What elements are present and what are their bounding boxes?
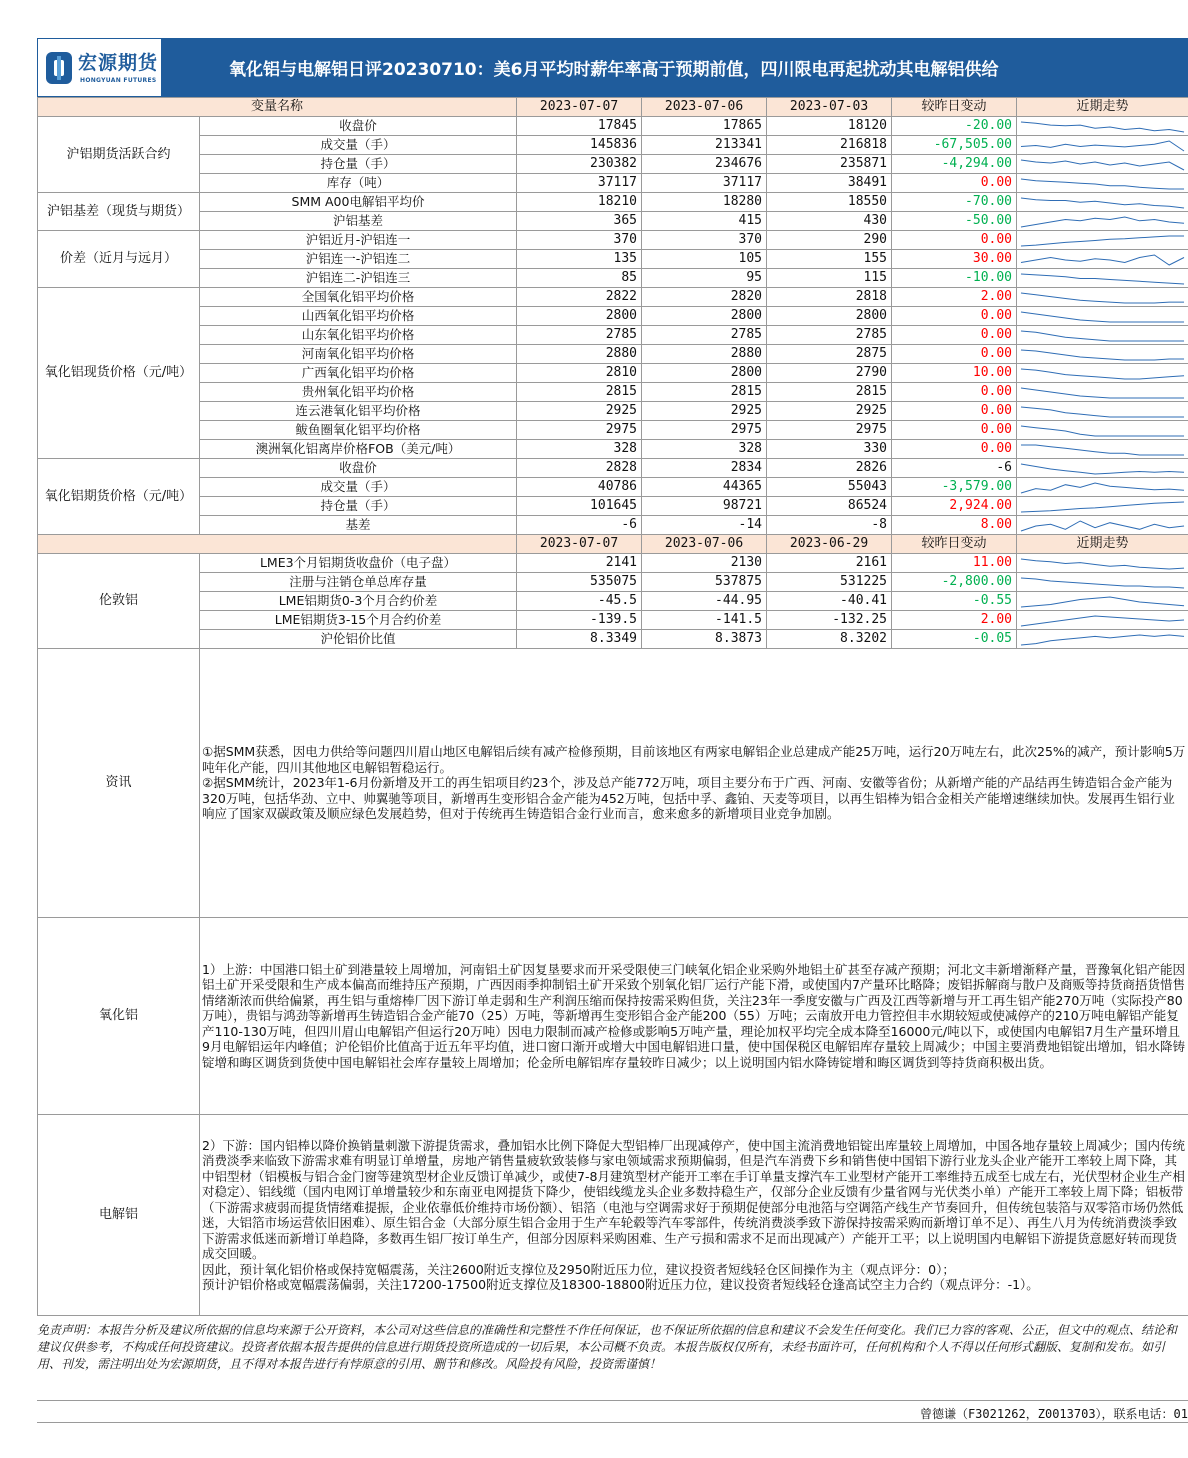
trend-sparkline bbox=[1017, 383, 1188, 402]
trend-sparkline bbox=[1017, 402, 1188, 421]
variable-label: 澳洲氧化铝离岸价格FOB（美元/吨） bbox=[200, 440, 517, 459]
table-row bbox=[38, 212, 1188, 231]
trend-sparkline bbox=[1017, 345, 1188, 364]
change-cell: -4,294.00 bbox=[892, 155, 1017, 174]
header-change: 较昨日变动 bbox=[892, 98, 1017, 117]
trend-sparkline bbox=[1017, 497, 1188, 516]
header-change: 较昨日变动 bbox=[892, 535, 1017, 554]
sparkline-chart bbox=[1017, 269, 1188, 287]
change-cell: 2.00 bbox=[892, 611, 1017, 630]
value-cell: 2925 bbox=[642, 402, 767, 421]
value-cell: 2880 bbox=[517, 345, 642, 364]
trend-sparkline bbox=[1017, 250, 1188, 269]
variable-label: 收盘价 bbox=[200, 459, 517, 478]
value-cell: 2800 bbox=[517, 307, 642, 326]
change-cell: 0.00 bbox=[892, 421, 1017, 440]
value-cell: -139.5 bbox=[517, 611, 642, 630]
header-date: 2023-07-06 bbox=[642, 98, 767, 117]
value-cell: 235871 bbox=[767, 155, 892, 174]
change-cell: 0.00 bbox=[892, 307, 1017, 326]
trend-sparkline bbox=[1017, 212, 1188, 231]
sparkline-line bbox=[1021, 179, 1184, 189]
sparkline-line bbox=[1021, 312, 1184, 322]
sparkline-line bbox=[1021, 274, 1184, 284]
header-trend: 近期走势 bbox=[1017, 98, 1188, 117]
variable-label: 沪铝连二-沪铝连三 bbox=[200, 269, 517, 288]
sparkline-line bbox=[1021, 331, 1184, 341]
value-cell: 17865 bbox=[642, 117, 767, 136]
value-cell: 2815 bbox=[642, 383, 767, 402]
table-row bbox=[38, 592, 1188, 611]
variable-label: 注册与注销仓单总库存量 bbox=[200, 573, 517, 592]
variable-label: 成交量（手） bbox=[200, 478, 517, 497]
value-cell: 370 bbox=[642, 231, 767, 250]
change-cell: -6 bbox=[892, 459, 1017, 478]
change-cell: -20.00 bbox=[892, 117, 1017, 136]
value-cell: 230382 bbox=[517, 155, 642, 174]
value-cell: 8.3873 bbox=[642, 630, 767, 649]
change-cell: -3,579.00 bbox=[892, 478, 1017, 497]
value-cell: 145836 bbox=[517, 136, 642, 155]
trend-sparkline bbox=[1017, 269, 1188, 288]
trend-sparkline bbox=[1017, 592, 1188, 611]
value-cell: 2815 bbox=[517, 383, 642, 402]
value-cell: 18120 bbox=[767, 117, 892, 136]
value-cell: 531225 bbox=[767, 573, 892, 592]
trend-sparkline bbox=[1017, 117, 1188, 136]
variable-label: 持仓量（手） bbox=[200, 155, 517, 174]
header-variable-name: 变量名称 bbox=[38, 98, 517, 117]
variable-label: 沪铝近月-沪铝连一 bbox=[200, 231, 517, 250]
sparkline-chart bbox=[1017, 136, 1188, 154]
trend-sparkline bbox=[1017, 155, 1188, 174]
value-cell: -44.95 bbox=[642, 592, 767, 611]
paragraph: 预计沪铝价格或宽幅震荡偏弱，关注17200-17500附近支撑位及18300-18800附近压力位，建议投资者短线轻仓逢高试空主力合约（观点评分：-1）。 bbox=[202, 1277, 1039, 1292]
commentary-row bbox=[38, 649, 1188, 918]
sparkline-line bbox=[1021, 407, 1184, 417]
change-cell: 2.00 bbox=[892, 288, 1017, 307]
change-cell: 11.00 bbox=[892, 554, 1017, 573]
commentary-row bbox=[38, 918, 1188, 1115]
trend-sparkline bbox=[1017, 193, 1188, 212]
trend-sparkline bbox=[1017, 326, 1188, 345]
table-row bbox=[38, 250, 1188, 269]
sparkline-chart bbox=[1017, 592, 1188, 610]
table-row bbox=[38, 117, 1188, 136]
sparkline-chart bbox=[1017, 307, 1188, 325]
header-date: 2023-07-07 bbox=[517, 98, 642, 117]
value-cell: 85 bbox=[517, 269, 642, 288]
value-cell: 430 bbox=[767, 212, 892, 231]
sparkline-chart bbox=[1017, 402, 1188, 420]
value-cell: 2785 bbox=[767, 326, 892, 345]
sparkline-chart bbox=[1017, 364, 1188, 382]
paragraph: 1）上游：中国港口铝土矿到港量较上周增加，河南铝土矿因复垦要求而开采受限使三门峡氧化铝企业采购外地铝土矿甚至存减产预期；河北文丰新增渐释产量，晋豫氧化铝产能因铝土矿开采受限和生产成本偏高而维持压产预期，广西因雨季抑制铝土矿开采致个别氧化铝厂运行产能下滑，或使国内7产量环比略降；废铝拆解商与散户及商贩等持货商捂货惜售情绪渐浓而供给偏紧，再生铝与重熔棒厂因下游订单走弱和生产利润压缩而保持按需采购但货，关注23年一季度安徽与广西及江西等新增与开工再生铝产能270万吨（实际投产80万吨），贵铝与鸿劲等新增再生铸造铝合金产能70（25）万吨，等新增再生变形铝合金产能200（55）万吨；云南放开电力管控但丰水期较短或使减停产的210万吨电解铝产能复产110-130万吨，但四川眉山电解铝产但运行20万吨）因电力限制而减产检修或影响5万吨产量，理论加权平均完全成本降至16000元/吨以下，或使国内电解铝7月生产量环增且9月电解铝运年内峰值；沪伦铝价比值高于近五年平均值，进口窗口渐开或增大中国电解铝进口量，使中国保税区电解铝库存量较上周减少；中国主要消费地铝锭出增加，铝水降铸锭增和晦区调货到货使中国电解铝社会库存量较上周增加；伦金所电解铝库存量较昨日减少；以上说明国内铝水降铸锭增和晦区调货到等持货商积极出货。 bbox=[202, 961, 1185, 1070]
trend-sparkline bbox=[1017, 459, 1188, 478]
change-cell: 0.00 bbox=[892, 383, 1017, 402]
variable-label: 广西氧化铝平均价格 bbox=[200, 364, 517, 383]
change-cell: -0.05 bbox=[892, 630, 1017, 649]
value-cell: -14 bbox=[642, 516, 767, 535]
table-row bbox=[38, 364, 1188, 383]
sparkline-chart bbox=[1017, 193, 1188, 211]
value-cell: 370 bbox=[517, 231, 642, 250]
sparkline-line bbox=[1021, 293, 1184, 303]
table-row bbox=[38, 269, 1188, 288]
paragraph: 2）下游：国内铝棒以降价换销量刺激下游提货需求，叠加铝水比例下降促大型铝棒厂出现减停产，使中国主流消费地铝锭出库量较上周增加，中国各地存量较上周减少；国内传统消费淡季来临致下游需求难有明显订单增量，房地产销售量疲软致装修与家电领域需求预期偏弱，但是汽车消费下乡和销售使中国铝下游行业龙头企业产能开工率较上周下降，其中铝型材（铝模板与铝合金门窗等建筑型材企业反馈订单减少，或使7-8月建筑型材产能开工率在手订单量支撑汽车工业型材产能开工率维持五成至七成左右，光伏型材企业生产相对稳定）、铝线缆（国内电网订单增量较少和东南亚电网提货下降少，使铝线缆龙头企业多数持稳生产，仅部分企业反馈有少量省网与光伏类小单）产能开工率较上周下降；铝板带（下游需求疲弱而提货情绪难提振，企业依靠低价维持市场份额）、铝箔（电池与空调需求好于预期促使部分电池箔与空调箔产线生产节奏回升，但传统包装箔与双零箔市场仍然低迷，大铝箔市场运营依旧困难）、原生铝合金（大部分原生铝合金用于生产车轮毂等汽车零部件，传统消费淡季致下游保持按需采购而新增订单不足）、再生八月为传统消费淡季致下游需求低迷而新增订单趋降，多数再生铝厂按订单生产，但部分因原料采购困难、生产亏损和需求不足而出现减产）产能开工平；以上说明国内电解铝下游提货意愿好转而现货成交回暖。 bbox=[202, 1137, 1185, 1261]
value-cell: 2975 bbox=[517, 421, 642, 440]
sparkline-line bbox=[1021, 502, 1184, 512]
variable-label: SMM A00电解铝平均价 bbox=[200, 193, 517, 212]
table-row bbox=[38, 611, 1188, 630]
variable-label: LME3个月铝期货收盘价（电子盘） bbox=[200, 554, 517, 573]
header-date: 2023-06-29 bbox=[767, 535, 892, 554]
value-cell: -45.5 bbox=[517, 592, 642, 611]
value-cell: 18550 bbox=[767, 193, 892, 212]
trend-sparkline bbox=[1017, 421, 1188, 440]
trend-sparkline bbox=[1017, 231, 1188, 250]
sparkline-chart bbox=[1017, 250, 1188, 268]
sparkline-line bbox=[1021, 578, 1184, 588]
value-cell: 2800 bbox=[642, 364, 767, 383]
sparkline-line bbox=[1021, 559, 1184, 569]
sparkline-line bbox=[1021, 236, 1184, 246]
change-cell: 0.00 bbox=[892, 174, 1017, 193]
value-cell: 535075 bbox=[517, 573, 642, 592]
value-cell: 17845 bbox=[517, 117, 642, 136]
sparkline-chart bbox=[1017, 421, 1188, 439]
paragraph: ①据SMM获悉，因电力供给等问题四川眉山地区电解铝后续有减产检修预期，目前该地区有两家电解铝企业总建成产能25万吨，运行20万吨左右，此次25%的减产，预计影响5万吨年化产能，四川其他地区电解铝暂稳运行。 bbox=[202, 744, 1186, 775]
value-cell: 98721 bbox=[642, 497, 767, 516]
group-label: 沪铝基差（现货与期货） bbox=[38, 193, 200, 231]
logo-name: 宏源期货 bbox=[78, 52, 159, 74]
change-cell: 30.00 bbox=[892, 250, 1017, 269]
sparkline-line bbox=[1021, 483, 1184, 493]
sparkline-line bbox=[1021, 388, 1184, 398]
sparkline-chart bbox=[1017, 212, 1188, 230]
sparkline-chart bbox=[1017, 117, 1188, 135]
sparkline-chart bbox=[1017, 459, 1188, 477]
sparkline-line bbox=[1021, 198, 1184, 208]
value-cell: 2820 bbox=[642, 288, 767, 307]
variable-label: 基差 bbox=[200, 516, 517, 535]
value-cell: 213341 bbox=[642, 136, 767, 155]
table-row bbox=[38, 440, 1188, 459]
value-cell: 86524 bbox=[767, 497, 892, 516]
commentary-row bbox=[38, 1115, 1188, 1316]
header-date: 2023-07-07 bbox=[517, 535, 642, 554]
trend-sparkline bbox=[1017, 573, 1188, 592]
value-cell: 2975 bbox=[767, 421, 892, 440]
value-cell: 55043 bbox=[767, 478, 892, 497]
value-cell: 105 bbox=[642, 250, 767, 269]
data-table bbox=[37, 97, 1188, 1316]
analyst-contact: 曾德谦（F3021262，Z0013703），联系电话：01 bbox=[37, 1401, 1188, 1423]
sparkline-line bbox=[1021, 464, 1184, 474]
sparkline-line bbox=[1021, 160, 1184, 170]
table-row bbox=[38, 231, 1188, 250]
sparkline-line bbox=[1021, 369, 1184, 379]
change-cell: -50.00 bbox=[892, 212, 1017, 231]
value-cell: 38491 bbox=[767, 174, 892, 193]
trend-sparkline bbox=[1017, 174, 1188, 193]
variable-label: 库存（吨） bbox=[200, 174, 517, 193]
sparkline-chart bbox=[1017, 174, 1188, 192]
sparkline-chart bbox=[1017, 288, 1188, 306]
value-cell: 2925 bbox=[767, 402, 892, 421]
trend-sparkline bbox=[1017, 136, 1188, 155]
variable-label: 沪伦铝价比值 bbox=[200, 630, 517, 649]
paragraph: 因此，预计氧化铝价格或保持宽幅震荡，关注2600附近支撑位及2950附近压力位，建议投资者短线轻仓区间操作为主（观点评分：0）； bbox=[202, 1261, 955, 1277]
table-header-row bbox=[38, 535, 1188, 554]
table-row bbox=[38, 497, 1188, 516]
value-cell: 234676 bbox=[642, 155, 767, 174]
change-cell: -2,800.00 bbox=[892, 573, 1017, 592]
change-cell: -70.00 bbox=[892, 193, 1017, 212]
page-title: 氧化铝与电解铝日评20230710：美6月平均时薪年率高于预期前值，四川限电再起扰动其电解铝供给 bbox=[229, 60, 999, 80]
value-cell: -132.25 bbox=[767, 611, 892, 630]
value-cell: 2800 bbox=[767, 307, 892, 326]
value-cell: 2834 bbox=[642, 459, 767, 478]
change-cell: -67,505.00 bbox=[892, 136, 1017, 155]
table-row bbox=[38, 630, 1188, 649]
value-cell: -8 bbox=[767, 516, 892, 535]
change-cell: 0.00 bbox=[892, 231, 1017, 250]
header-blank bbox=[38, 535, 517, 554]
value-cell: 2826 bbox=[767, 459, 892, 478]
sparkline-chart bbox=[1017, 611, 1188, 629]
value-cell: 2785 bbox=[517, 326, 642, 345]
value-cell: -6 bbox=[517, 516, 642, 535]
sparkline-line bbox=[1021, 426, 1184, 436]
value-cell: 37117 bbox=[517, 174, 642, 193]
paragraph: ②据SMM统计，2023年1-6月份新增及开工的再生铝项目约23个，涉及总产能772万吨，项目主要分布于广西、河南、安徽等省份；从新增产能的产品结再生铸造铝合金产能为320万吨，包括华劲、立中、帅翼驰等项目，新增再生变形铝合金产能为452万吨，包括中孚、鑫铂、天麦等项目，以再生铝棒为铝合金相关产能增速继续加快。发展再生铝行业响应了国家双碳政策及顺应绿色发展趋势，但对于传统再生铸造铝合金行业而言，愈来愈多的新增项目业竞争加剧。 bbox=[202, 775, 1175, 822]
sparkline-chart bbox=[1017, 554, 1188, 572]
trend-sparkline bbox=[1017, 516, 1188, 535]
change-cell: 2,924.00 bbox=[892, 497, 1017, 516]
sparkline-line bbox=[1021, 122, 1184, 132]
value-cell: 2815 bbox=[767, 383, 892, 402]
variable-label: 山东氧化铝平均价格 bbox=[200, 326, 517, 345]
sparkline-line bbox=[1021, 616, 1184, 626]
sparkline-chart bbox=[1017, 383, 1188, 401]
value-cell: 115 bbox=[767, 269, 892, 288]
value-cell: 101645 bbox=[517, 497, 642, 516]
change-cell: -0.55 bbox=[892, 592, 1017, 611]
value-cell: 415 bbox=[642, 212, 767, 231]
value-cell: 135 bbox=[517, 250, 642, 269]
section-text bbox=[200, 649, 1188, 918]
table-row bbox=[38, 459, 1188, 478]
change-cell: 0.00 bbox=[892, 345, 1017, 364]
table-row bbox=[38, 402, 1188, 421]
value-cell: 40786 bbox=[517, 478, 642, 497]
group-label: 氧化铝期货价格（元/吨） bbox=[38, 459, 200, 535]
table-row bbox=[38, 155, 1188, 174]
value-cell: 2161 bbox=[767, 554, 892, 573]
trend-sparkline bbox=[1017, 364, 1188, 383]
value-cell: 330 bbox=[767, 440, 892, 459]
variable-label: 成交量（手） bbox=[200, 136, 517, 155]
sparkline-chart bbox=[1017, 440, 1188, 458]
sparkline-line bbox=[1021, 521, 1184, 531]
section-label: 电解铝 bbox=[38, 1115, 200, 1316]
value-cell: 2130 bbox=[642, 554, 767, 573]
sparkline-chart bbox=[1017, 497, 1188, 515]
report-header bbox=[37, 38, 1188, 97]
section-text bbox=[200, 918, 1188, 1115]
trend-sparkline bbox=[1017, 478, 1188, 497]
hongyuan-logo-icon bbox=[44, 48, 74, 88]
value-cell: 44365 bbox=[642, 478, 767, 497]
section-text bbox=[200, 1115, 1188, 1316]
logo-english-name: HONGYUAN FUTURES bbox=[80, 77, 157, 84]
value-cell: -40.41 bbox=[767, 592, 892, 611]
table-row bbox=[38, 288, 1188, 307]
value-cell: 2790 bbox=[767, 364, 892, 383]
table-row bbox=[38, 516, 1188, 535]
header-date: 2023-07-06 bbox=[642, 535, 767, 554]
variable-label: 沪铝连一-沪铝连二 bbox=[200, 250, 517, 269]
value-cell: 8.3349 bbox=[517, 630, 642, 649]
sparkline-chart bbox=[1017, 573, 1188, 591]
value-cell: 8.3202 bbox=[767, 630, 892, 649]
logo bbox=[37, 38, 162, 97]
header-trend: 近期走势 bbox=[1017, 535, 1188, 554]
variable-label: LME铝期货0-3个月合约价差 bbox=[200, 592, 517, 611]
trend-sparkline bbox=[1017, 630, 1188, 649]
value-cell: 2818 bbox=[767, 288, 892, 307]
sparkline-chart bbox=[1017, 345, 1188, 363]
sparkline-chart bbox=[1017, 326, 1188, 344]
value-cell: 37117 bbox=[642, 174, 767, 193]
table-row bbox=[38, 383, 1188, 402]
section-label: 资讯 bbox=[38, 649, 200, 918]
table-row bbox=[38, 421, 1188, 440]
group-label: 价差（近月与远月） bbox=[38, 231, 200, 288]
sparkline-line bbox=[1021, 255, 1184, 265]
trend-sparkline bbox=[1017, 288, 1188, 307]
value-cell: 290 bbox=[767, 231, 892, 250]
value-cell: 95 bbox=[642, 269, 767, 288]
variable-label: 河南氧化铝平均价格 bbox=[200, 345, 517, 364]
value-cell: 2822 bbox=[517, 288, 642, 307]
variable-label: LME铝期货3-15个月合约价差 bbox=[200, 611, 517, 630]
value-cell: 18210 bbox=[517, 193, 642, 212]
table-row bbox=[38, 573, 1188, 592]
sparkline-chart bbox=[1017, 478, 1188, 496]
change-cell: -10.00 bbox=[892, 269, 1017, 288]
section-label: 氧化铝 bbox=[38, 918, 200, 1115]
sparkline-chart bbox=[1017, 155, 1188, 173]
variable-label: 全国氧化铝平均价格 bbox=[200, 288, 517, 307]
sparkline-chart bbox=[1017, 630, 1188, 648]
change-cell: 0.00 bbox=[892, 326, 1017, 345]
change-cell: 10.00 bbox=[892, 364, 1017, 383]
disclaimer: 免责声明：本报告分析及建议所依据的信息均来源于公开资料，本公司对这些信息的准确性和完整性不作任何保证，也不保证所依据的信息和建议不会发生任何变化。我们已力容的客观、公正，但文中的观点、结论和建议仅供参考，不构成任何投资建议。投资者依据本报告提供的信息进行期货投资所造成的一切后果，本公司概不负责。本报告版权仅所有，未经书面许可，任何机构和个人不得以任何形式翻版、复制和发布。如引用、刊发，需注明出处为宏源期货，且不得对本报告进行有悖原意的引用、删节和修改。风险投有风险，投资需谨慎！ bbox=[37, 1316, 1188, 1401]
table-row bbox=[38, 345, 1188, 364]
table-row bbox=[38, 174, 1188, 193]
trend-sparkline bbox=[1017, 611, 1188, 630]
header-date: 2023-07-03 bbox=[767, 98, 892, 117]
value-cell: 365 bbox=[517, 212, 642, 231]
group-label: 伦敦铝 bbox=[38, 554, 200, 649]
sparkline-line bbox=[1021, 217, 1184, 227]
table-row bbox=[38, 307, 1188, 326]
variable-label: 沪铝基差 bbox=[200, 212, 517, 231]
value-cell: 18280 bbox=[642, 193, 767, 212]
table-row bbox=[38, 136, 1188, 155]
variable-label: 贵州氧化铝平均价格 bbox=[200, 383, 517, 402]
sparkline-chart bbox=[1017, 516, 1188, 534]
sparkline-chart bbox=[1017, 231, 1188, 249]
table-row bbox=[38, 326, 1188, 345]
sparkline-line bbox=[1021, 635, 1184, 645]
sparkline-line bbox=[1021, 350, 1184, 360]
value-cell: 2875 bbox=[767, 345, 892, 364]
table-row bbox=[38, 478, 1188, 497]
variable-label: 收盘价 bbox=[200, 117, 517, 136]
sparkline-line bbox=[1021, 597, 1184, 607]
trend-sparkline bbox=[1017, 554, 1188, 573]
variable-label: 鲅鱼圈氧化铝平均价格 bbox=[200, 421, 517, 440]
table-row bbox=[38, 193, 1188, 212]
value-cell: -141.5 bbox=[642, 611, 767, 630]
change-cell: 8.00 bbox=[892, 516, 1017, 535]
value-cell: 2828 bbox=[517, 459, 642, 478]
value-cell: 2141 bbox=[517, 554, 642, 573]
value-cell: 537875 bbox=[642, 573, 767, 592]
value-cell: 2880 bbox=[642, 345, 767, 364]
trend-sparkline bbox=[1017, 307, 1188, 326]
change-cell: 0.00 bbox=[892, 402, 1017, 421]
value-cell: 2800 bbox=[642, 307, 767, 326]
sparkline-line bbox=[1021, 141, 1184, 151]
value-cell: 2810 bbox=[517, 364, 642, 383]
variable-label: 持仓量（手） bbox=[200, 497, 517, 516]
group-label: 沪铝期货活跃合约 bbox=[38, 117, 200, 193]
variable-label: 连云港氧化铝平均价格 bbox=[200, 402, 517, 421]
change-cell: 0.00 bbox=[892, 440, 1017, 459]
table-header-row bbox=[38, 98, 1188, 117]
value-cell: 155 bbox=[767, 250, 892, 269]
sparkline-line bbox=[1021, 445, 1184, 455]
value-cell: 328 bbox=[642, 440, 767, 459]
trend-sparkline bbox=[1017, 440, 1188, 459]
group-label: 氧化铝现货价格（元/吨） bbox=[38, 288, 200, 459]
value-cell: 2975 bbox=[642, 421, 767, 440]
variable-label: 山西氧化铝平均价格 bbox=[200, 307, 517, 326]
value-cell: 328 bbox=[517, 440, 642, 459]
table-row bbox=[38, 554, 1188, 573]
value-cell: 2785 bbox=[642, 326, 767, 345]
value-cell: 216818 bbox=[767, 136, 892, 155]
value-cell: 2925 bbox=[517, 402, 642, 421]
